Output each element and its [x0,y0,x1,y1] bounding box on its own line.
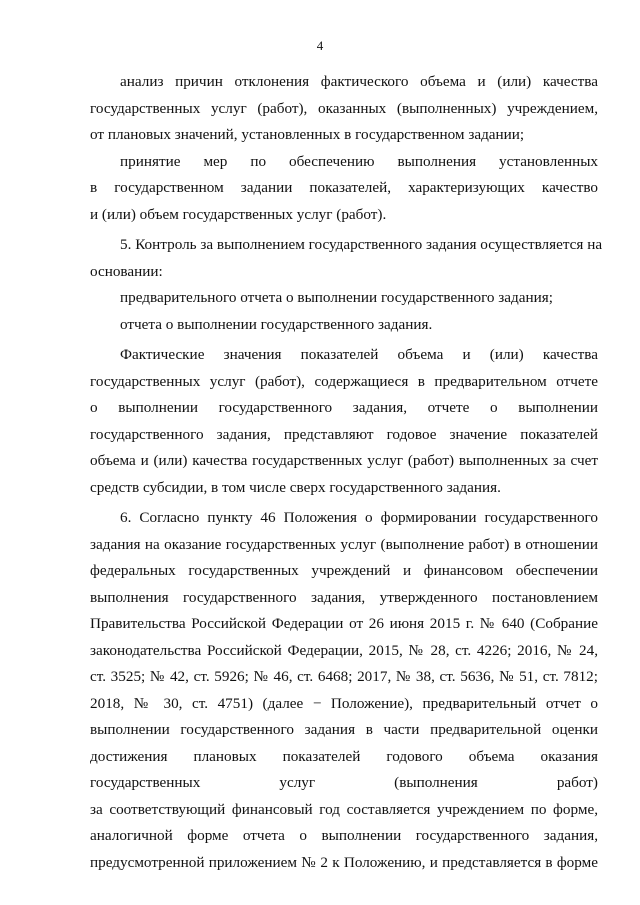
text-line: в государственном задании показателей, характеризующих качество [90,179,598,196]
text-line: принятие мер по обеспечению выполнения установленных [120,152,598,170]
text-line: основании: [90,262,163,280]
text-line: достижения плановых показателей годового объема оказания [90,747,598,765]
paragraph-actual-values [90,342,598,501]
document-body [90,69,603,876]
text-line: отчета о выполнении государственного задания. [120,315,433,333]
text-line: за соответствующий финансовый год составляется учреждением по форме, [90,800,598,818]
text-line: государственного задания, представляют годовое значение показателей [90,425,598,443]
text-line: Правительства Российской Федерации от 26 июня 2015 г. № 640 (Собрание [90,615,598,632]
paragraph-report [90,312,598,339]
paragraph-item-6 [90,505,598,876]
text-line: государственных услуг (работ), оказанных (выполненных) учреждением, [90,99,598,117]
text-line: государственных услуг (выполнения работ) [90,774,598,791]
text-line: предусмотренной приложением № 2 к Положению, и представляется в форме [90,853,598,871]
text-line: выполнения государственного задания, утвержденного постановлением [90,588,598,606]
text-line: государственных услуг (работ), содержащиеся в предварительном отчете [90,372,598,390]
text-line: 5. Контроль за выполнением государственного задания осуществляется на [120,236,603,253]
text-line: выполнении государственного задания в части предварительной оценки [90,721,598,738]
paragraph-measures [90,149,598,229]
text-line: задания на оказание государственных услуг (выполнение работ) в отношении [90,535,598,553]
text-line: федеральных государственных учреждений и финансовом обеспечении [90,562,598,579]
text-line: 2018, № 30, ст. 4751) (далее − Положение), предварительный отчет о [90,694,598,712]
text-line: от плановых значений, установленных в государственном задании; [90,126,525,143]
paragraph-preliminary-report [90,285,598,312]
text-line: Фактические значения показателей объема и (или) качества [120,346,598,363]
paragraph-deviation-analysis [90,69,598,149]
text-line: и (или) объем государственных услуг (работ). [90,205,387,223]
paragraph-item-5 [90,232,603,285]
text-line: анализ причин отклонения фактического объема и (или) качества [120,73,598,90]
text-line: средств субсидии, в том числе сверх государственного задания. [90,478,501,496]
text-line: ст. 3525; № 42, ст. 5926; № 46, ст. 6468; 2017, № 38, ст. 5636, № 51, ст. 7812; [90,668,598,685]
text-line: предварительного отчета о выполнении государственного задания; [120,289,553,306]
text-line: законодательства Российской Федерации, 2015, № 28, ст. 4226; 2016, № 24, [90,641,598,659]
text-line: о выполнении государственного задания, отчете о выполнении [90,399,598,416]
page-number: 4 [316,38,324,53]
text-line: 6. Согласно пункту 46 Положения о формировании государственного [120,509,598,526]
text-line: аналогичной форме отчета о выполнении государственного задания, [90,827,598,844]
text-line: объема и (или) качества государственных услуг (работ) выполненных за счет [90,452,598,469]
